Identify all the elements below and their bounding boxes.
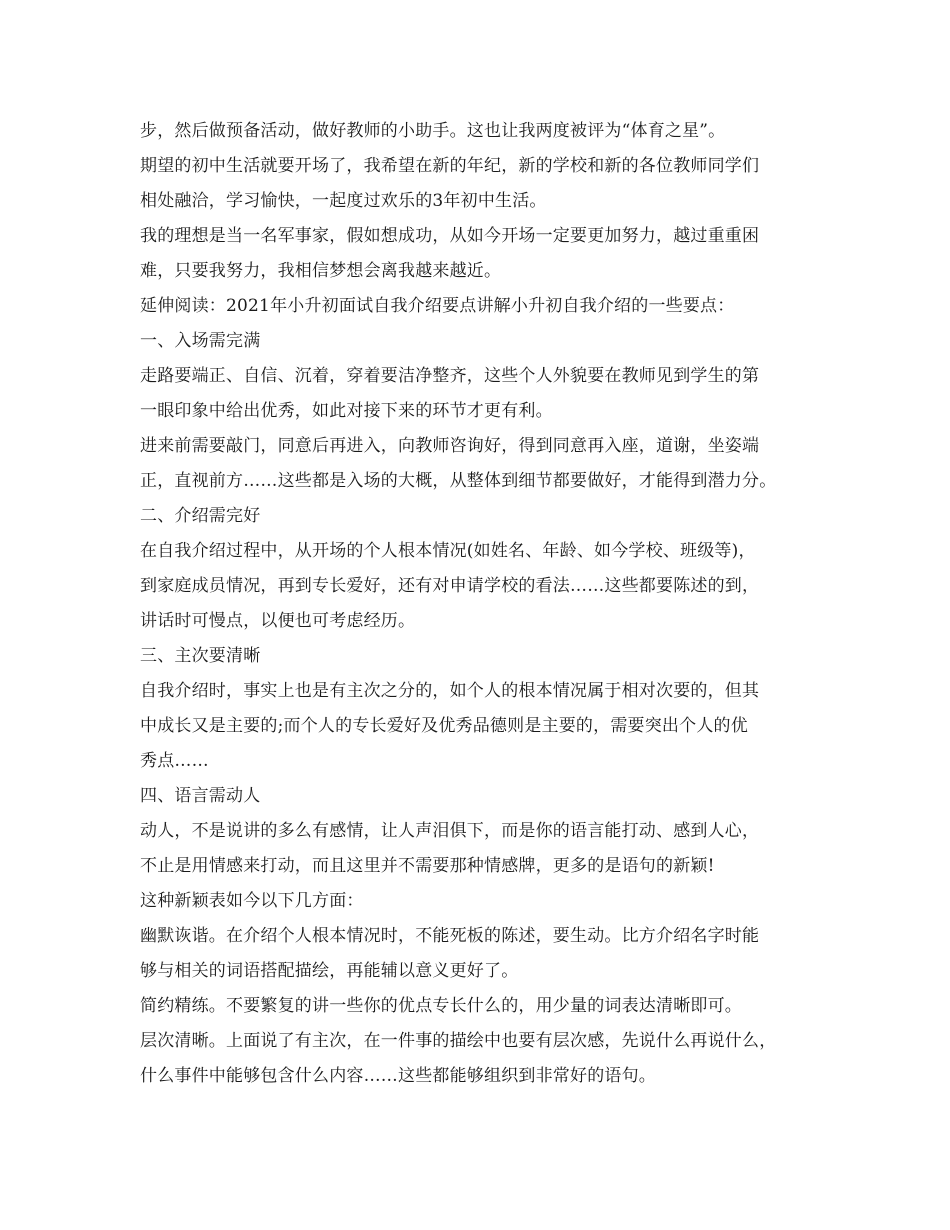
paragraph-line: 我的理想是当一名军事家，假如想成功，从如今开场一定要更加努力，越过重重困 [140, 226, 760, 246]
paragraph-line: 自我介绍时，事实上也是有主次之分的，如个人的根本情况属于相对次要的，但其 [140, 681, 760, 701]
section-heading: 三、主次要清晰 [140, 646, 261, 666]
paragraph-line: 简约精练。不要繁复的讲一些你的优点专长什么的，用少量的词表达清晰即可。 [140, 996, 742, 1016]
paragraph-line: 进来前需要敲门，同意后再进入，向教师咨询好，得到同意再入座，道谢，坐姿端 [140, 436, 760, 456]
paragraph-line: 够与相关的词语搭配描绘，再能辅以意义更好了。 [140, 961, 519, 981]
paragraph-line: 相处融洽，学习愉快，一起度过欢乐的3年初中生活。 [140, 191, 547, 211]
paragraph-line: 期望的初中生活就要开场了，我希望在新的年纪，新的学校和新的各位教师同学们 [140, 156, 760, 176]
paragraph-line: 秀点…… [140, 751, 209, 771]
paragraph-line: 延伸阅读：2021年小升初面试自我介绍要点讲解小升初自我介绍的一些要点： [140, 296, 735, 316]
paragraph-line: 正，直视前方……这些都是入场的大概，从整体到细节都要做好，才能得到潜力分。 [140, 471, 777, 491]
paragraph-line: 什么事件中能够包含什么内容……这些都能够组织到非常好的语句。 [140, 1066, 656, 1086]
paragraph-line: 走路要端正、自信、沉着，穿着要洁净整齐，这些个人外貌要在教师见到学生的第 [140, 366, 760, 386]
paragraph-line: 步，然后做预备活动，做好教师的小助手。这也让我两度被评为“体育之星”。 [140, 121, 726, 141]
paragraph-line: 难，只要我努力，我相信梦想会离我越来越近。 [140, 261, 502, 281]
paragraph-line: 到家庭成员情况，再到专长爱好，还有对申请学校的看法……这些都要陈述的到， [140, 576, 760, 596]
section-heading: 四、语言需动人 [140, 786, 261, 806]
paragraph-line: 层次清晰。上面说了有主次，在一件事的描绘中也要有层次感，先说什么再说什么， [140, 1031, 777, 1051]
paragraph-line: 讲话时可慢点，以便也可考虑经历。 [140, 611, 416, 631]
paragraph-line: 幽默诙谐。在介绍个人根本情况时，不能死板的陈述，要生动。比方介绍名字时能 [140, 926, 760, 946]
paragraph-line: 在自我介绍过程中，从开场的个人根本情况(如姓名、年龄、如今学校、班级等)， [140, 541, 756, 561]
paragraph-line: 这种新颖表如今以下几方面： [140, 891, 364, 911]
paragraph-line: 动人，不是说讲的多么有感情，让人声泪俱下，而是你的语言能打动、感到人心， [140, 821, 760, 841]
section-heading: 二、介绍需完好 [140, 506, 261, 526]
section-heading: 一、入场需完满 [140, 331, 261, 351]
paragraph-line: 中成长又是主要的;而个人的专长爱好及优秀品德则是主要的，需要突出个人的优 [140, 716, 748, 736]
paragraph-line: 一眼印象中给出优秀，如此对接下来的环节才更有利。 [140, 401, 553, 421]
document-body [140, 114, 830, 1094]
paragraph-line: 不止是用情感来打动，而且这里并不需要那种情感牌，更多的是语句的新颖! [140, 856, 715, 876]
